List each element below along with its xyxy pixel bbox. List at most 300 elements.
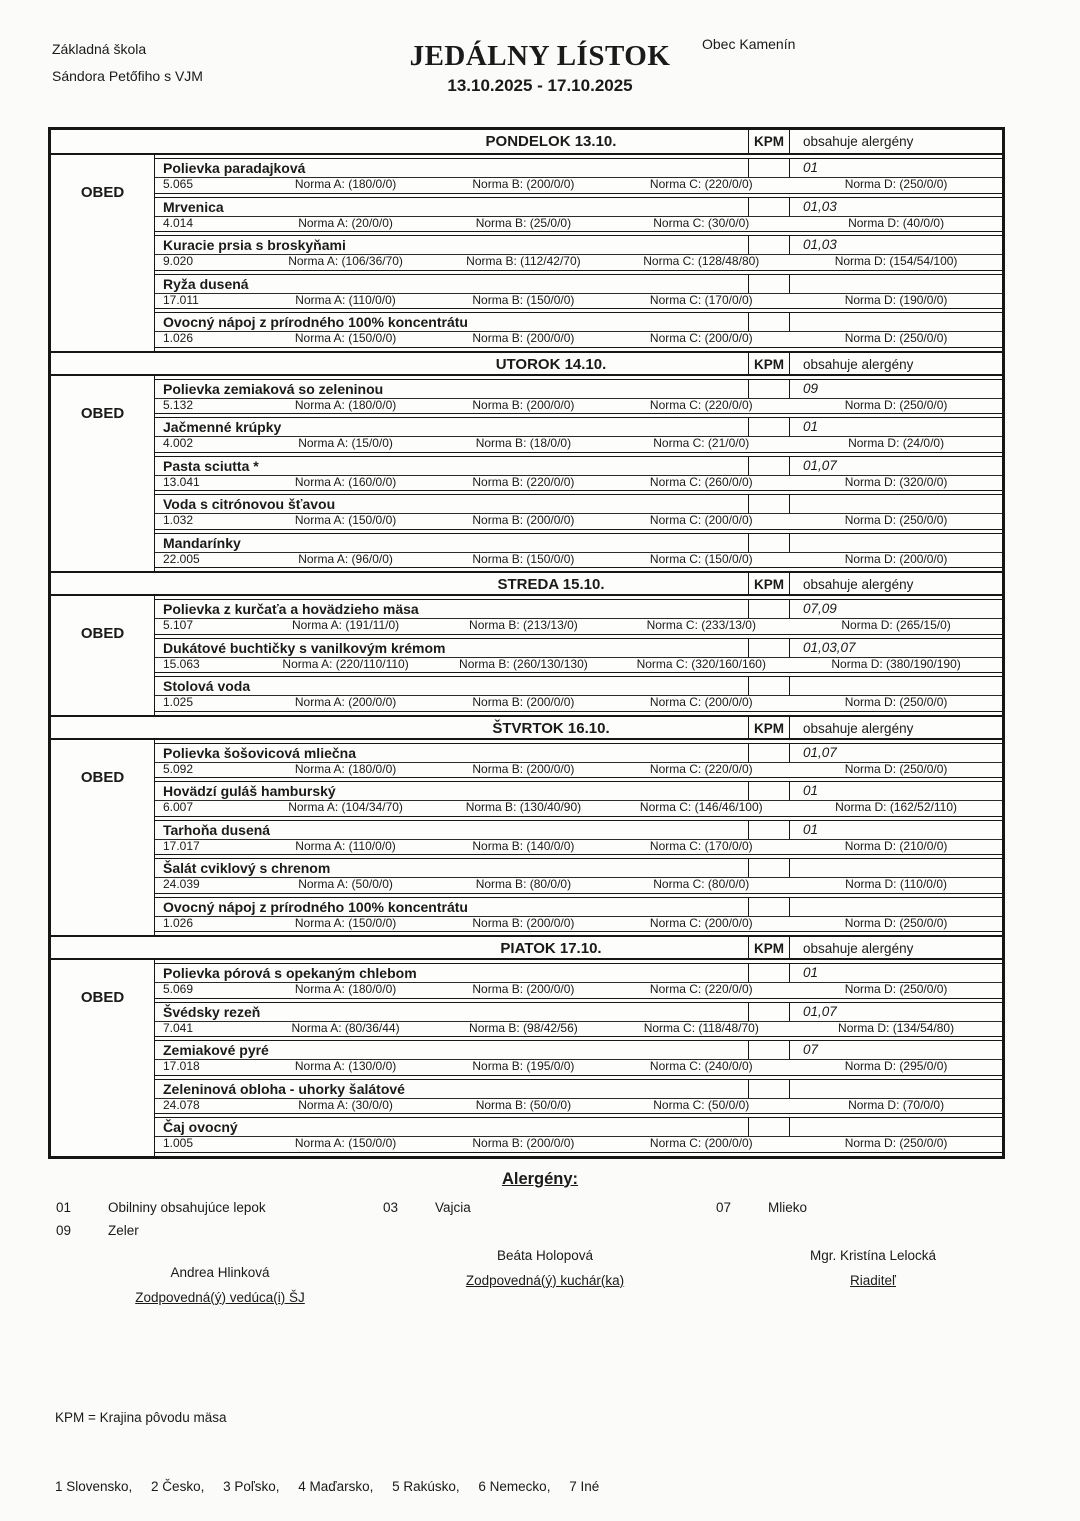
date-range: 13.10.2025 - 17.10.2025 <box>447 76 633 95</box>
legend-label: Vajcia <box>435 1199 471 1215</box>
dish-block <box>155 963 1002 999</box>
dish-name-row <box>155 418 1002 437</box>
dish-kpm-cell <box>748 236 790 254</box>
kpm-definition: KPM = Krajina pôvodu mäsa <box>55 1409 227 1425</box>
dish-name: Hovädzí guláš hamburský <box>163 783 336 799</box>
dish-block <box>155 197 1002 233</box>
dish-block <box>155 158 1002 194</box>
norma-b: Norma B: (200/0/0) <box>472 761 575 776</box>
signature-role: Zodpovedná(ý) kuchár(ka) <box>465 1272 625 1288</box>
dish-allergens: 07 <box>803 1042 819 1057</box>
norma-c: Norma C: (128/48/80) <box>643 254 760 268</box>
norma-c: Norma C: (220/0/0) <box>649 397 753 412</box>
dish-code: 1.032 <box>163 513 194 527</box>
norma-b: Norma B: (200/0/0) <box>472 982 575 996</box>
norma-a: Norma A: (191/11/0) <box>291 618 400 632</box>
norma-c: Norma C: (150/0/0) <box>649 551 753 566</box>
norma-a: Norma A: (50/0/0) <box>298 877 393 891</box>
day-title: PONDELOK 13.10. <box>485 133 617 150</box>
norma-d: Norma D: (250/0/0) <box>844 695 948 709</box>
day-body <box>51 596 1002 715</box>
dish-name-row <box>155 495 1002 514</box>
dish-code: 5.065 <box>163 177 194 191</box>
norma-b: Norma B: (260/130/130) <box>459 656 588 671</box>
allergens-column-header: obsahuje alergény <box>803 941 914 956</box>
dish-name: Mandarínky <box>163 534 241 551</box>
dish-name: Švédsky rezeň <box>163 1003 261 1020</box>
allergens-column-header: obsahuje alergény <box>803 720 914 736</box>
signature-name: Beáta Holopová <box>496 1247 594 1263</box>
legend-item <box>56 1221 383 1240</box>
dish-name: Šalát cviklový s chrenom <box>163 860 331 876</box>
dish-name-row <box>155 782 1002 801</box>
dish-norma-row <box>155 763 1002 778</box>
dish-name: Stolová voda <box>163 678 251 694</box>
dish-code: 22.005 <box>163 551 200 566</box>
dish-norma-row <box>155 514 1002 529</box>
dish-code: 24.078 <box>163 1097 200 1112</box>
norma-c: Norma C: (200/0/0) <box>649 1136 753 1150</box>
dish-name: Polievka pórová s opekaným chlebom <box>163 965 417 981</box>
municipality-label: Obec Kamenín <box>702 36 796 52</box>
allergens-column-header: obsahuje alergény <box>803 577 914 592</box>
dish-allergens <box>790 1118 1002 1136</box>
norma-c: Norma C: (21/0/0) <box>653 436 750 450</box>
dish-name-row <box>155 534 1002 553</box>
legend-code: 09 <box>56 1222 72 1238</box>
legend-code: 01 <box>56 1199 72 1215</box>
dish-name-row <box>155 964 1002 983</box>
dish-kpm-cell <box>748 457 790 475</box>
kpm-column-header: KPM <box>748 130 790 153</box>
dish-code: 15.063 <box>163 656 200 671</box>
day-title: ŠTVRTOK 16.10. <box>492 719 610 737</box>
dish-norma-row <box>155 255 1002 270</box>
dish-kpm-cell <box>748 198 790 216</box>
norma-b: Norma B: (112/42/70) <box>466 254 581 268</box>
dish-name: Ovocný nápoj z prírodného 100% koncentrátu <box>163 314 468 330</box>
kpm-column-header: KPM <box>748 573 790 594</box>
norma-c: Norma C: (220/0/0) <box>649 982 753 996</box>
dish-list <box>155 740 1002 936</box>
dish-code: 17.011 <box>163 292 199 307</box>
norma-b: Norma B: (220/0/0) <box>472 474 575 489</box>
dish-kpm-cell <box>748 159 790 177</box>
dish-allergens: 01 <box>803 965 819 980</box>
dish-block <box>155 1079 1002 1115</box>
dish-block <box>155 858 1002 894</box>
norma-c: Norma C: (220/0/0) <box>649 761 753 776</box>
dish-block <box>155 312 1002 348</box>
norma-a: Norma A: (150/0/0) <box>294 915 397 930</box>
dish-code: 1.026 <box>163 915 194 930</box>
dish-name-row <box>155 1080 1002 1099</box>
norma-d: Norma D: (250/0/0) <box>844 513 948 527</box>
allergens-legend <box>56 1198 1080 1240</box>
dish-block <box>155 1002 1002 1038</box>
dish-name-row <box>155 1041 1002 1060</box>
day-section <box>51 571 1002 715</box>
dish-code: 1.005 <box>163 1136 194 1150</box>
dish-norma-row <box>155 917 1002 932</box>
dish-allergens: 01,07 <box>803 1003 837 1019</box>
day-body <box>51 376 1002 572</box>
norma-a: Norma A: (150/0/0) <box>294 1136 397 1150</box>
norma-a: Norma A: (20/0/0) <box>298 215 393 230</box>
dish-norma-row <box>155 1099 1002 1114</box>
norma-a: Norma A: (30/0/0) <box>298 1097 393 1112</box>
norma-b: Norma B: (200/0/0) <box>472 1136 575 1150</box>
norma-b: Norma B: (200/0/0) <box>472 915 575 930</box>
signatures-block <box>0 1248 1080 1336</box>
dish-name-row <box>155 457 1002 476</box>
dish-block <box>155 781 1002 817</box>
norma-b: Norma B: (50/0/0) <box>475 1097 572 1112</box>
dish-allergens: 01 <box>803 160 819 175</box>
norma-d: Norma D: (250/0/0) <box>844 761 948 776</box>
dish-allergens: 01 <box>803 419 819 434</box>
norma-b: Norma B: (130/40/90) <box>465 800 582 814</box>
day-section <box>51 715 1002 936</box>
dish-norma-row <box>155 1060 1002 1075</box>
norma-b: Norma B: (25/0/0) <box>475 215 572 230</box>
dish-allergens: 01 <box>803 783 819 798</box>
dish-norma-row <box>155 878 1002 893</box>
dish-norma-row <box>155 840 1002 855</box>
dish-kpm-cell <box>748 744 790 762</box>
allergens-column-header: obsahuje alergény <box>803 134 914 149</box>
norma-c: Norma C: (240/0/0) <box>649 1059 753 1073</box>
dish-allergens <box>790 275 1002 293</box>
norma-c: Norma C: (200/0/0) <box>649 915 753 930</box>
dish-kpm-cell <box>748 600 790 618</box>
day-body <box>51 155 1002 351</box>
dish-allergens: 07,09 <box>803 601 837 616</box>
dish-code: 5.092 <box>163 761 194 776</box>
norma-a: Norma A: (104/34/70) <box>288 800 403 814</box>
dish-block <box>155 456 1002 492</box>
dish-name-row <box>155 380 1002 399</box>
country-codes: 1 Slovensko, 2 Česko, 3 Poľsko, 4 Maďarsko, 5 Rakúsko, 6 Nemecko, 7 Iné <box>55 1478 600 1494</box>
dish-code: 1.025 <box>163 695 194 709</box>
dish-norma-row <box>155 696 1002 711</box>
dish-block <box>155 638 1002 674</box>
dish-name: Mrvenica <box>163 198 224 215</box>
legend-label: Mlieko <box>768 1199 808 1215</box>
norma-b: Norma B: (200/0/0) <box>472 177 575 191</box>
dish-name: Voda s citrónovou šťavou <box>163 496 336 512</box>
norma-a: Norma A: (180/0/0) <box>294 397 397 412</box>
dish-kpm-cell <box>748 1118 790 1136</box>
norma-c: Norma C: (200/0/0) <box>649 695 753 709</box>
dish-norma-row <box>155 1137 1002 1152</box>
norma-d: Norma D: (380/190/190) <box>831 656 961 671</box>
dish-norma-row <box>155 619 1002 634</box>
dish-kpm-cell <box>748 782 790 800</box>
dish-kpm-cell <box>748 534 790 552</box>
allergens-column-header: obsahuje alergény <box>803 356 914 372</box>
meal-label: OBED <box>51 376 155 572</box>
dish-code: 1.026 <box>163 331 194 345</box>
norma-b: Norma B: (18/0/0) <box>475 436 572 450</box>
dish-block <box>155 417 1002 453</box>
dish-code: 24.039 <box>163 877 200 891</box>
legend-item <box>383 1198 716 1217</box>
dish-allergens <box>790 677 1002 695</box>
dish-name: Ryža dusená <box>163 275 249 292</box>
dish-code: 5.069 <box>163 982 194 996</box>
meal-label: OBED <box>51 155 155 351</box>
norma-b: Norma B: (195/0/0) <box>472 1059 575 1073</box>
day-title: UTOROK 14.10. <box>495 355 607 373</box>
norma-c: Norma C: (320/160/160) <box>636 656 766 671</box>
norma-d: Norma D: (162/52/110) <box>835 800 957 814</box>
dish-code: 4.014 <box>163 215 194 230</box>
dish-name: Ovocný nápoj z prírodného 100% koncentrátu <box>163 898 468 915</box>
dish-name-row <box>155 1003 1002 1022</box>
norma-c: Norma C: (146/46/100) <box>639 800 763 814</box>
signature-role: Zodpovedná(ý) vedúca(i) ŠJ <box>135 1289 305 1305</box>
dish-block <box>155 820 1002 856</box>
norma-a: Norma A: (220/110/110) <box>282 656 409 671</box>
dish-code: 17.018 <box>163 1059 200 1073</box>
dish-norma-row <box>155 332 1002 347</box>
dish-allergens: 01,07 <box>803 744 837 760</box>
day-section <box>51 935 1002 1156</box>
dish-name: Polievka šošovicová mliečna <box>163 744 356 761</box>
kpm-column-header: KPM <box>748 937 790 958</box>
norma-c: Norma C: (30/0/0) <box>653 215 750 230</box>
day-body <box>51 960 1002 1156</box>
dish-name: Čaj ovocný <box>163 1119 238 1135</box>
norma-c: Norma C: (220/0/0) <box>649 177 753 191</box>
dish-kpm-cell <box>748 821 790 839</box>
norma-b: Norma B: (200/0/0) <box>472 513 575 527</box>
legend-code: 03 <box>383 1199 399 1215</box>
dish-list <box>155 376 1002 572</box>
norma-a: Norma A: (15/0/0) <box>298 436 393 450</box>
dish-norma-row <box>155 294 1002 309</box>
day-title: PIATOK 17.10. <box>500 940 602 957</box>
dish-name-row <box>155 639 1002 658</box>
dish-block <box>155 494 1002 530</box>
dish-norma-row <box>155 553 1002 568</box>
dish-name-row <box>155 677 1002 696</box>
norma-d: Norma D: (250/0/0) <box>844 982 948 996</box>
meal-label: OBED <box>51 740 155 936</box>
dish-list <box>155 960 1002 1156</box>
norma-a: Norma A: (110/0/0) <box>295 838 396 853</box>
dish-name-row <box>155 859 1002 878</box>
norma-d: Norma D: (110/0/0) <box>845 877 947 891</box>
dish-norma-row <box>155 178 1002 193</box>
kpm-footnote <box>55 1360 1080 1521</box>
norma-c: Norma C: (233/13/0) <box>646 618 756 632</box>
norma-c: Norma C: (200/0/0) <box>649 513 753 527</box>
signature-name: Andrea Hlinková <box>170 1264 270 1280</box>
norma-c: Norma C: (80/0/0) <box>653 877 750 891</box>
dish-name: Zemiakové pyré <box>163 1042 269 1058</box>
dish-norma-row <box>155 476 1002 491</box>
dish-name-row <box>155 821 1002 840</box>
dish-block <box>155 599 1002 635</box>
dish-allergens: 01,03,07 <box>803 639 856 655</box>
norma-a: Norma A: (96/0/0) <box>298 551 393 566</box>
norma-b: Norma B: (200/0/0) <box>472 695 575 709</box>
day-header-row <box>51 351 1002 376</box>
dish-name: Tarhoňa dusená <box>163 821 271 838</box>
allergens-legend-title: Alergény: <box>501 1169 579 1188</box>
dish-allergens <box>790 859 1002 877</box>
dish-norma-row <box>155 437 1002 452</box>
dish-allergens: 01,03 <box>803 198 837 214</box>
dish-list <box>155 155 1002 351</box>
norma-b: Norma B: (150/0/0) <box>472 551 575 566</box>
signature-head-of-canteen <box>100 1265 340 1305</box>
norma-a: Norma A: (80/36/44) <box>291 1020 400 1035</box>
norma-b: Norma B: (140/0/0) <box>472 838 575 853</box>
dish-code: 17.017 <box>163 838 200 853</box>
dish-code: 6.007 <box>163 800 194 814</box>
school-name-line1: Základná škola <box>52 41 147 57</box>
dish-code: 5.107 <box>163 618 194 632</box>
dish-block <box>155 897 1002 933</box>
dish-norma-row <box>155 801 1002 816</box>
dish-norma-row <box>155 217 1002 232</box>
dish-block <box>155 274 1002 310</box>
legend-item <box>56 1198 383 1217</box>
norma-d: Norma D: (250/0/0) <box>844 1136 948 1150</box>
dish-block <box>155 1117 1002 1153</box>
signature-name: Mgr. Kristína Lelocká <box>809 1247 937 1263</box>
dish-name-row <box>155 198 1002 217</box>
dish-norma-row <box>155 658 1002 673</box>
day-section <box>51 130 1002 351</box>
day-body <box>51 740 1002 936</box>
norma-d: Norma D: (250/0/0) <box>844 915 948 930</box>
dish-kpm-cell <box>748 313 790 331</box>
legend-item <box>716 1198 1080 1217</box>
dish-kpm-cell <box>748 677 790 695</box>
meal-label: OBED <box>51 960 155 1156</box>
dish-block <box>155 533 1002 569</box>
dish-allergens: 01 <box>803 821 819 837</box>
dish-name: Polievka zemiaková so zeleninou <box>163 380 384 397</box>
norma-d: Norma D: (190/0/0) <box>844 292 948 307</box>
dish-kpm-cell <box>748 898 790 916</box>
dish-allergens <box>790 313 1002 331</box>
day-header-row <box>51 130 1002 155</box>
norma-a: Norma A: (180/0/0) <box>294 761 397 776</box>
dish-allergens <box>790 534 1002 552</box>
dish-norma-row <box>155 983 1002 998</box>
dish-code: 5.132 <box>163 397 194 412</box>
dish-kpm-cell <box>748 380 790 398</box>
norma-d: Norma D: (250/0/0) <box>844 397 948 412</box>
dish-allergens <box>790 495 1002 513</box>
kpm-column-header: KPM <box>748 353 790 374</box>
day-header-row <box>51 571 1002 596</box>
dish-name: Kuracie prsia s broskyňami <box>163 237 346 253</box>
norma-a: Norma A: (106/36/70) <box>288 254 403 268</box>
norma-a: Norma A: (180/0/0) <box>294 177 397 191</box>
norma-a: Norma A: (180/0/0) <box>294 982 397 996</box>
norma-d: Norma D: (265/15/0) <box>841 618 951 632</box>
dish-name-row <box>155 600 1002 619</box>
norma-c: Norma C: (170/0/0) <box>649 838 753 853</box>
dish-code: 4.002 <box>163 436 194 450</box>
norma-b: Norma B: (200/0/0) <box>472 331 575 345</box>
dish-kpm-cell <box>748 275 790 293</box>
norma-d: Norma D: (250/0/0) <box>844 331 948 345</box>
norma-a: Norma A: (160/0/0) <box>294 474 397 489</box>
norma-d: Norma D: (134/54/80) <box>838 1020 955 1035</box>
legend-label: Obilniny obsahujúce lepok <box>108 1199 266 1215</box>
dish-kpm-cell <box>748 418 790 436</box>
signature-role: Riaditeľ <box>850 1272 896 1288</box>
norma-c: Norma C: (260/0/0) <box>649 474 753 489</box>
norma-b: Norma B: (213/13/0) <box>469 618 578 632</box>
dish-norma-row <box>155 399 1002 414</box>
norma-d: Norma D: (24/0/0) <box>848 436 945 450</box>
dish-block <box>155 379 1002 415</box>
norma-d: Norma D: (40/0/0) <box>848 215 945 230</box>
legend-label: Zeler <box>108 1222 139 1238</box>
dish-list <box>155 596 1002 715</box>
dish-name-row <box>155 236 1002 255</box>
dish-name-row <box>155 275 1002 294</box>
dish-name: Dukátové buchtičky s vanilkovým krémom <box>163 639 446 656</box>
dish-name: Polievka z kurčaťa a hovädzieho mäsa <box>163 601 419 617</box>
dish-kpm-cell <box>748 1080 790 1098</box>
dish-code: 9.020 <box>163 254 194 268</box>
dish-block <box>155 743 1002 779</box>
dish-name: Pasta sciutta * <box>163 457 259 474</box>
dish-allergens <box>790 898 1002 916</box>
norma-c: Norma C: (200/0/0) <box>649 331 753 345</box>
norma-b: Norma B: (80/0/0) <box>475 877 572 891</box>
norma-d: Norma D: (154/54/100) <box>834 254 958 268</box>
day-header-row <box>51 715 1002 740</box>
document-title: JEDÁLNY LÍSTOK <box>409 40 671 72</box>
dish-allergens: 01,07 <box>803 457 837 473</box>
school-name-line2: Sándora Petőfiho s VJM <box>52 68 203 84</box>
norma-d: Norma D: (70/0/0) <box>848 1097 945 1112</box>
title-block <box>0 40 1080 96</box>
menu-table <box>48 127 1005 1159</box>
dish-code: 13.041 <box>163 474 200 489</box>
day-section <box>51 351 1002 572</box>
dish-block <box>155 676 1002 712</box>
signature-director <box>753 1248 993 1288</box>
norma-c: Norma C: (118/48/70) <box>643 1020 759 1035</box>
dish-name: Jačmenné krúpky <box>163 419 282 435</box>
dish-kpm-cell <box>748 639 790 657</box>
dish-name-row <box>155 159 1002 178</box>
page-header <box>0 0 1080 127</box>
norma-a: Norma A: (150/0/0) <box>294 513 397 527</box>
day-title: STREDA 15.10. <box>497 576 605 593</box>
dish-allergens: 09 <box>803 380 819 396</box>
dish-name: Zeleninová obloha - uhorky šalátové <box>163 1080 405 1097</box>
norma-d: Norma D: (200/0/0) <box>844 551 948 566</box>
signature-cook <box>425 1248 665 1288</box>
dish-norma-row <box>155 1022 1002 1037</box>
dish-name-row <box>155 1118 1002 1137</box>
norma-b: Norma B: (200/0/0) <box>472 397 575 412</box>
norma-d: Norma D: (320/0/0) <box>844 474 948 489</box>
dish-name-row <box>155 744 1002 763</box>
